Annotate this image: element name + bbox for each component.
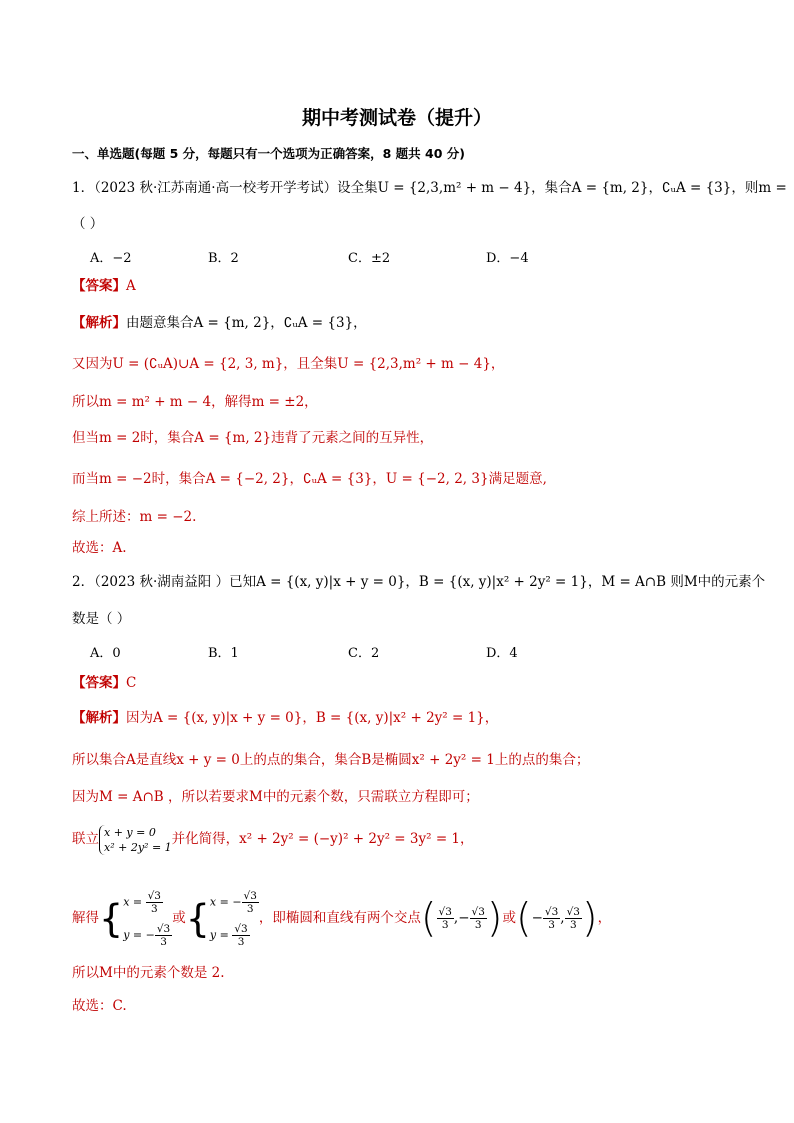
frac-num: √3 (566, 906, 580, 918)
question-2-stem-2: 数是（ ） (72, 611, 131, 627)
or-word: 或 (172, 910, 186, 926)
paren-close-icon: ) (486, 895, 503, 942)
question-1-stem: 1．（2023 秋·江苏南通·高一校考开学考试）设全集U = {2,3,m² + m − 4}，集合A = {m, 2}，∁ᵤA = {3}，则m = (72, 180, 787, 196)
y-label: y = (209, 928, 229, 941)
frac-num: √3 (234, 922, 248, 935)
paren-close-icon: ) (581, 895, 598, 942)
solve-suffix: ，即椭圆和直线有两个交点 (258, 910, 421, 926)
analysis-text: 由题意集合A = {m, 2}，∁ᵤA = {3}， (126, 315, 367, 331)
q2-option-a: A．0 (90, 646, 121, 661)
paren-open-icon: ( (420, 895, 437, 942)
solution-2 (210, 890, 259, 948)
analysis-label: 【解析】 (72, 710, 126, 726)
minus-sign: − (458, 910, 470, 926)
paren-open-icon: ( (516, 895, 532, 942)
frac-den: 3 (569, 919, 577, 931)
frac-num: √3 (438, 906, 452, 918)
q1-option-d: D．−4 (486, 251, 529, 266)
y-label: y = (123, 928, 143, 941)
comma: , (560, 910, 565, 926)
q2-join-line (72, 824, 474, 855)
q1-analysis-line-6: 综上所述：m = −2. (72, 509, 197, 525)
join-prefix: 联立 (72, 831, 99, 847)
q2-analysis-line-1 (72, 708, 498, 728)
frac-den: 3 (246, 902, 254, 915)
frac-den: 3 (548, 919, 555, 931)
point-2 (531, 906, 582, 931)
or-word: 或 (502, 910, 516, 926)
frac-num: √3 (243, 889, 257, 902)
solve-prefix: 解得 (72, 910, 99, 926)
analysis-text: 因为A = {(x, y)|x + y = 0}，B = {(x, y)|x² + 2y² = 1}， (126, 710, 499, 726)
q2-option-d: D．4 (486, 646, 518, 661)
x-label: x = (209, 895, 229, 908)
minus-sign: − (232, 895, 242, 908)
frac-den: 3 (441, 919, 449, 931)
page-title: 期中考测试卷（提升） (301, 107, 492, 129)
section-heading: 一、单选题(每题 5 分，每题只有一个选项为正确答案，8 题共 40 分) (72, 146, 465, 161)
q1-analysis-line-7: 故选：A. (72, 540, 127, 556)
q1-option-b: B．2 (208, 251, 239, 266)
q2-solve-line: 解得{ x = $\frac{√3}{3}$ y = − $\frac{√3}{3}$ 或{ x = − $\frac{√3}{3}$ y = $\frac{√3}{3}$ ，即椭圆和直线有两个交点( $\frac{√3}{3}$ ,− $\frac{√3}{3}$ )或(− $\frac{√3}{3}$ , $\frac{√3}{3}$ )， (72, 889, 612, 948)
q1-option-a: A．−2 (90, 251, 132, 266)
q2-final-line: 故选：C. (72, 998, 127, 1014)
x-label: x = (123, 895, 143, 908)
q1-analysis-line-1 (72, 313, 367, 333)
q1-answer-line (72, 276, 136, 296)
answer-value: A (126, 278, 136, 294)
q2-option-c: C．2 (348, 646, 380, 661)
question-2-stem: 2．（2023 秋·湖南益阳 ）已知A = {(x, y)|x + y = 0}，B = {(x, y)|x² + 2y² = 1}，M = A∩B 则M中的元素个 (72, 574, 766, 590)
question-1-paren: （ ） (72, 216, 104, 232)
answer-value: C (126, 675, 137, 691)
frac-den: 3 (237, 935, 245, 948)
minus-sign: − (531, 910, 543, 926)
join-suffix: 并化简得，x² + 2y² = (−y)² + 2y² = 3y² = 1， (171, 831, 474, 847)
comma: , (453, 910, 459, 926)
left-brace-icon: { (99, 896, 124, 941)
frac-den: 3 (150, 902, 158, 915)
frac-num: √3 (156, 922, 171, 935)
frac-num: √3 (471, 906, 485, 918)
q2-analysis-line-2: 所以集合A是直线x + y = 0上的点的集合，集合B是椭圆x² + 2y² = 1上的点的集合； (72, 752, 590, 768)
q1-analysis-line-3: 所以m = m² + m − 4，解得m = ±2， (72, 394, 318, 410)
minus-sign: − (145, 928, 155, 941)
solution-1 (123, 890, 172, 948)
left-brace-icon: { (185, 896, 210, 941)
frac-num: √3 (147, 889, 161, 902)
frac-den: 3 (474, 919, 482, 931)
frac-den: 3 (160, 935, 167, 948)
equation-system (99, 825, 172, 855)
point-1 (437, 906, 487, 931)
q2-count-line: 所以M中的元素个数是 2. (72, 965, 225, 981)
q2-answer-line (72, 673, 136, 693)
answer-label: 【答案】 (72, 675, 126, 691)
q1-analysis-line-2: 又因为U = (∁ᵤA)∪A = {2, 3, m}，且全集U = {2,3,m² + m − 4}， (72, 356, 505, 372)
q2-option-b: B．1 (208, 646, 239, 661)
frac-num: √3 (544, 906, 559, 918)
equation-1: x + y = 0 (104, 825, 156, 839)
q1-option-c: C．±2 (348, 251, 391, 266)
q2-analysis-line-3: 因为M = A∩B ，所以若要求M中的元素个数，只需联立方程即可； (72, 789, 479, 805)
answer-label: 【答案】 (72, 278, 126, 294)
equation-2: x² + 2y² = 1 (104, 840, 172, 854)
analysis-label: 【解析】 (72, 315, 126, 331)
q1-analysis-line-4: 但当m = 2时，集合A = {m, 2}违背了元素之间的互异性， (72, 430, 434, 446)
q1-analysis-line-5: 而当m = −2时，集合A = {−2, 2}，∁ᵤA = {3}，U = {−2, 2, 3}满足题意, (72, 471, 547, 487)
